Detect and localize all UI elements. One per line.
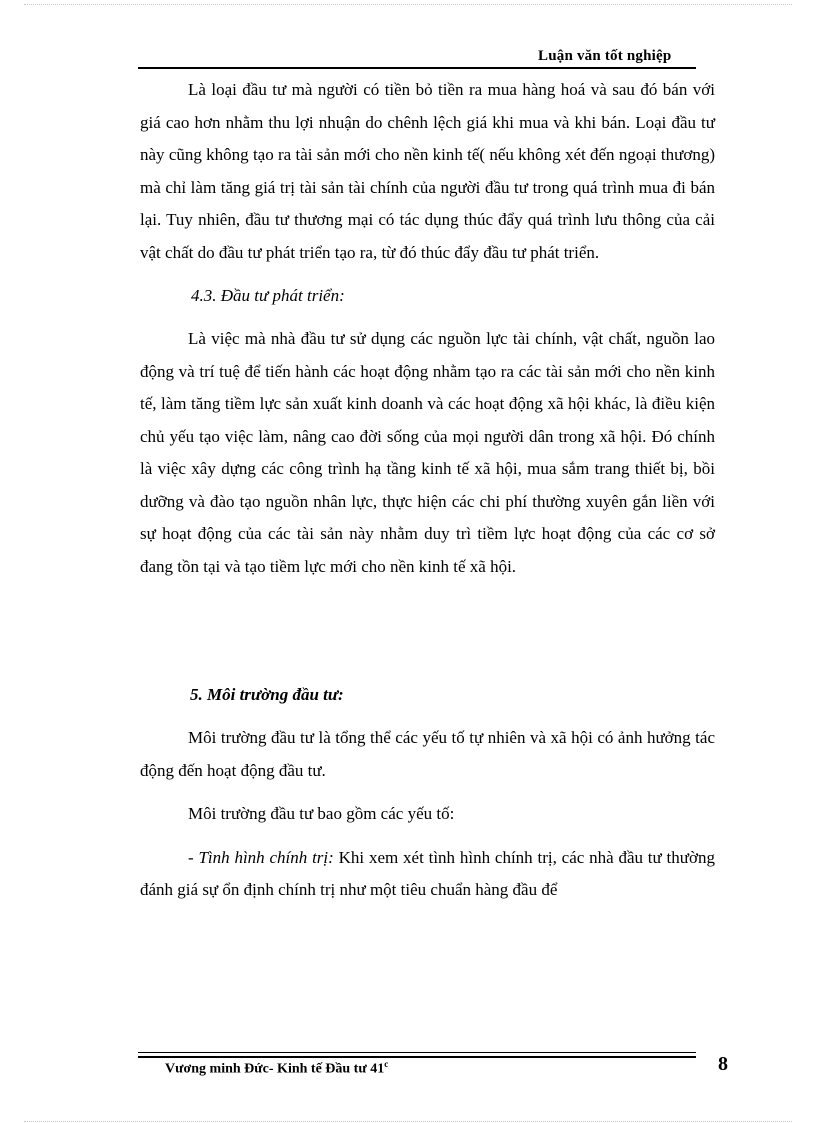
header-title: Luận văn tốt nghiệp — [538, 48, 672, 64]
paragraph-political-situation — [140, 842, 715, 907]
page-border-bottom — [24, 1121, 792, 1122]
footer-rule-thick — [138, 1056, 696, 1058]
paragraph-commercial-investment: Là loại đầu tư mà người có tiền bỏ tiền ra mua hàng hoá và sau đó bán với giá cao hơn nhằm thu lợi nhuận do chênh lệch giá khi mua và khi bán. Loại đầu tư này cũng không tạo ra tài sản mới cho nền kinh tế( nếu không xét đến ngoại thương) mà chỉ làm tăng giá trị tài sản tài chính của người đầu tư trong quá trình mua đi bán lại. Tuy nhiên, đầu tư thương mại có tác dụng thúc đẩy quá trình lưu thông của cải vật chất do đầu tư phát triển tạo ra, từ đó thúc đẩy đầu tư phát triển. — [140, 80, 715, 262]
footer-author — [165, 1059, 388, 1078]
page-border-top — [24, 4, 792, 5]
paragraph-investment-environment: Môi trường đầu tư là tổng thể các yếu tố tự nhiên và xã hội có ảnh hưởng tác động đến hoạt động đầu tư. — [140, 728, 715, 780]
political-situation-label: - Tình hình chính trị: — [188, 847, 334, 867]
section-heading-5: 5. Môi trường đầu tư: — [190, 685, 344, 704]
document-body — [140, 74, 715, 907]
paragraph-development-investment: Là việc mà nhà đầu tư sử dụng các nguồn lực tài chính, vật chất, nguồn lao động và trí tuệ để tiến hành các hoạt động nhằm tạo ra các tài sản mới cho nền kinh tế, làm tăng tiềm lực sản xuất kinh doanh và các hoạt động xã hội khác, là điều kiện chủ yếu tạo việc làm, nâng cao đời sống của mọi người dân trong xã hội. Đó chính là việc xây dựng các công trình hạ tầng kinh tế xã hội, mua sắm trang thiết bị, bồi dưỡng và đào tạo nguồn nhân lực, thực hiện các chi phí thường xuyên gắn liền với sự hoạt động của các tài sản này nhằm duy trì tiềm lực hoạt động của các cơ sở đang tồn tại và tạo tiềm lực mới cho nền kinh tế xã hội. — [140, 329, 715, 576]
footer-author-name: Vương minh Đức- Kinh tế Đầu tư 41 — [165, 1061, 385, 1077]
header-rule — [138, 67, 696, 69]
section-heading-4-3: 4.3. Đầu tư phát triển: — [191, 286, 345, 305]
political-situation-text: Khi xem xét tình hình chính trị, các nhà đầu tư thường đánh giá sự ổn định chính trị như một tiêu chuẩn hàng đầu để — [140, 847, 715, 899]
page-number: 8 — [718, 1053, 728, 1075]
footer-rule-thin — [138, 1052, 696, 1053]
paragraph-environment-factors: Môi trường đầu tư bao gồm các yếu tố: — [188, 804, 455, 823]
footer-author-sup: c — [384, 1059, 389, 1069]
